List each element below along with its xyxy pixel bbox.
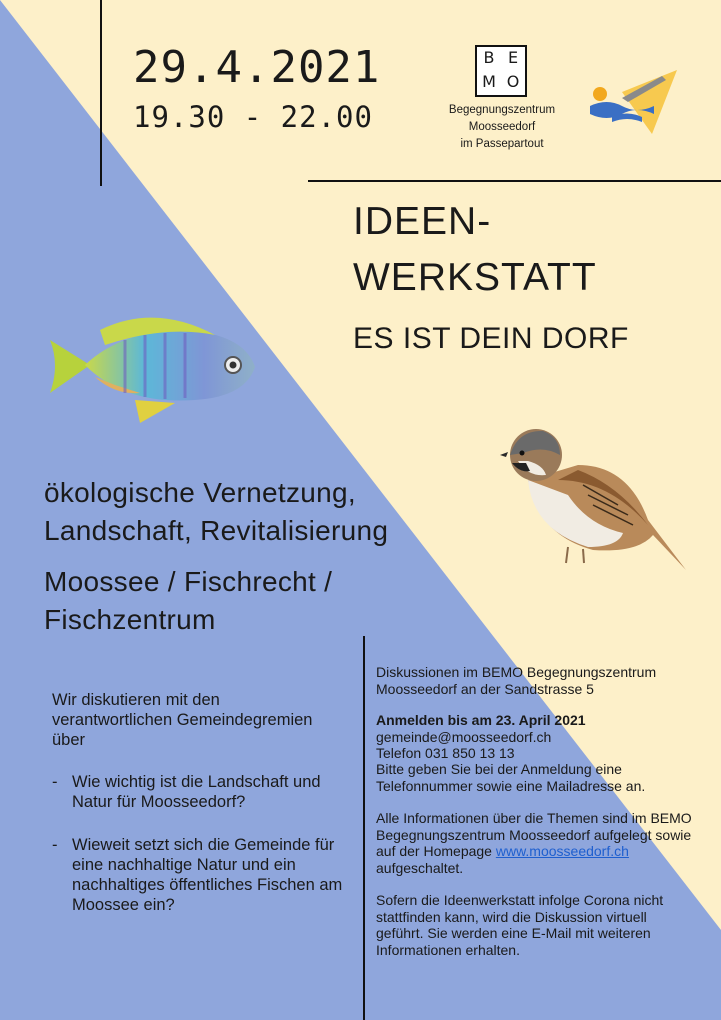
sparrow-illustration	[498, 425, 688, 575]
register-note: Bitte geben Sie bei der Anmeldung eine Telefonnummer sowie eine Mailadresse an.	[376, 761, 646, 794]
org-line: im Passepartout	[460, 138, 544, 150]
title-line-1: IDEEN-	[353, 200, 492, 243]
bullet-dash: -	[52, 836, 58, 854]
logo-letter: M	[482, 72, 496, 91]
contact-phone: Telefon 031 850 13 13	[376, 745, 515, 761]
contact-email: gemeinde@moosseedorf.ch	[376, 729, 552, 745]
themes-text: Alle Informationen über die Themen sind im BEMO Begegnungszentrum Moosseedorf aufgelegt sowie auf der Homepage	[376, 810, 692, 859]
topic-line: ökologische Vernetzung,	[44, 477, 357, 508]
moosseedorf-emblem	[582, 62, 682, 142]
divider-header	[308, 180, 721, 182]
org-line: Moosseedorf	[468, 121, 536, 133]
subtitle: ES IST DEIN DORF	[353, 322, 629, 355]
logo-letter: E	[507, 48, 519, 67]
bemo-logo	[475, 45, 527, 97]
topic-line: Fischzentrum	[44, 604, 216, 635]
intro-text: Wir diskutieren mit den verantwortlichen Gemeindegremien über	[52, 691, 313, 749]
corona-note: Sofern die Ideenwerkstatt infolge Corona nicht stattfinden kann, wird die Diskussion virtuell geführt. Sie werden eine E-Mail mit weiteren Informationen erhalten.	[376, 892, 664, 958]
title-line-2: WERKSTATT	[353, 256, 597, 299]
bemo-org-name	[440, 102, 564, 153]
fish-illustration	[45, 305, 260, 430]
topic-line: Landschaft, Revitalisierung	[44, 515, 389, 546]
divider-top-left	[100, 0, 102, 186]
themes-info	[376, 810, 696, 876]
event-time: 19.30 - 22.00	[133, 100, 373, 134]
list-item	[52, 835, 352, 915]
bullet-text: Wie wichtig ist die Landschaft und Natur für Moosseedorf?	[72, 773, 321, 811]
themes-suffix: aufgeschaltet.	[376, 859, 464, 876]
logo-letter: B	[483, 48, 495, 67]
bullet-dash: -	[52, 773, 58, 791]
bullet-text: Wieweit setzt sich die Gemeinde für eine nachhaltige Natur und ein nachhaltiges öffentliches Fischen am Moossee ein?	[72, 836, 343, 914]
location-info: Diskussionen im BEMO Begegnungszentrum Moosseedorf an der Sandstrasse 5	[376, 664, 657, 697]
topic-line: Moossee / Fischrecht /	[44, 566, 333, 597]
website-link[interactable]: www.moosseedorf.ch	[495, 843, 629, 859]
event-date: 29.4.2021	[133, 42, 381, 93]
list-item	[52, 772, 352, 812]
divider-bottom	[363, 636, 365, 1020]
logo-letter: O	[506, 72, 520, 91]
register-deadline: Anmelden bis am 23. April 2021	[376, 712, 586, 728]
org-line: Begegnungszentrum	[448, 104, 556, 116]
